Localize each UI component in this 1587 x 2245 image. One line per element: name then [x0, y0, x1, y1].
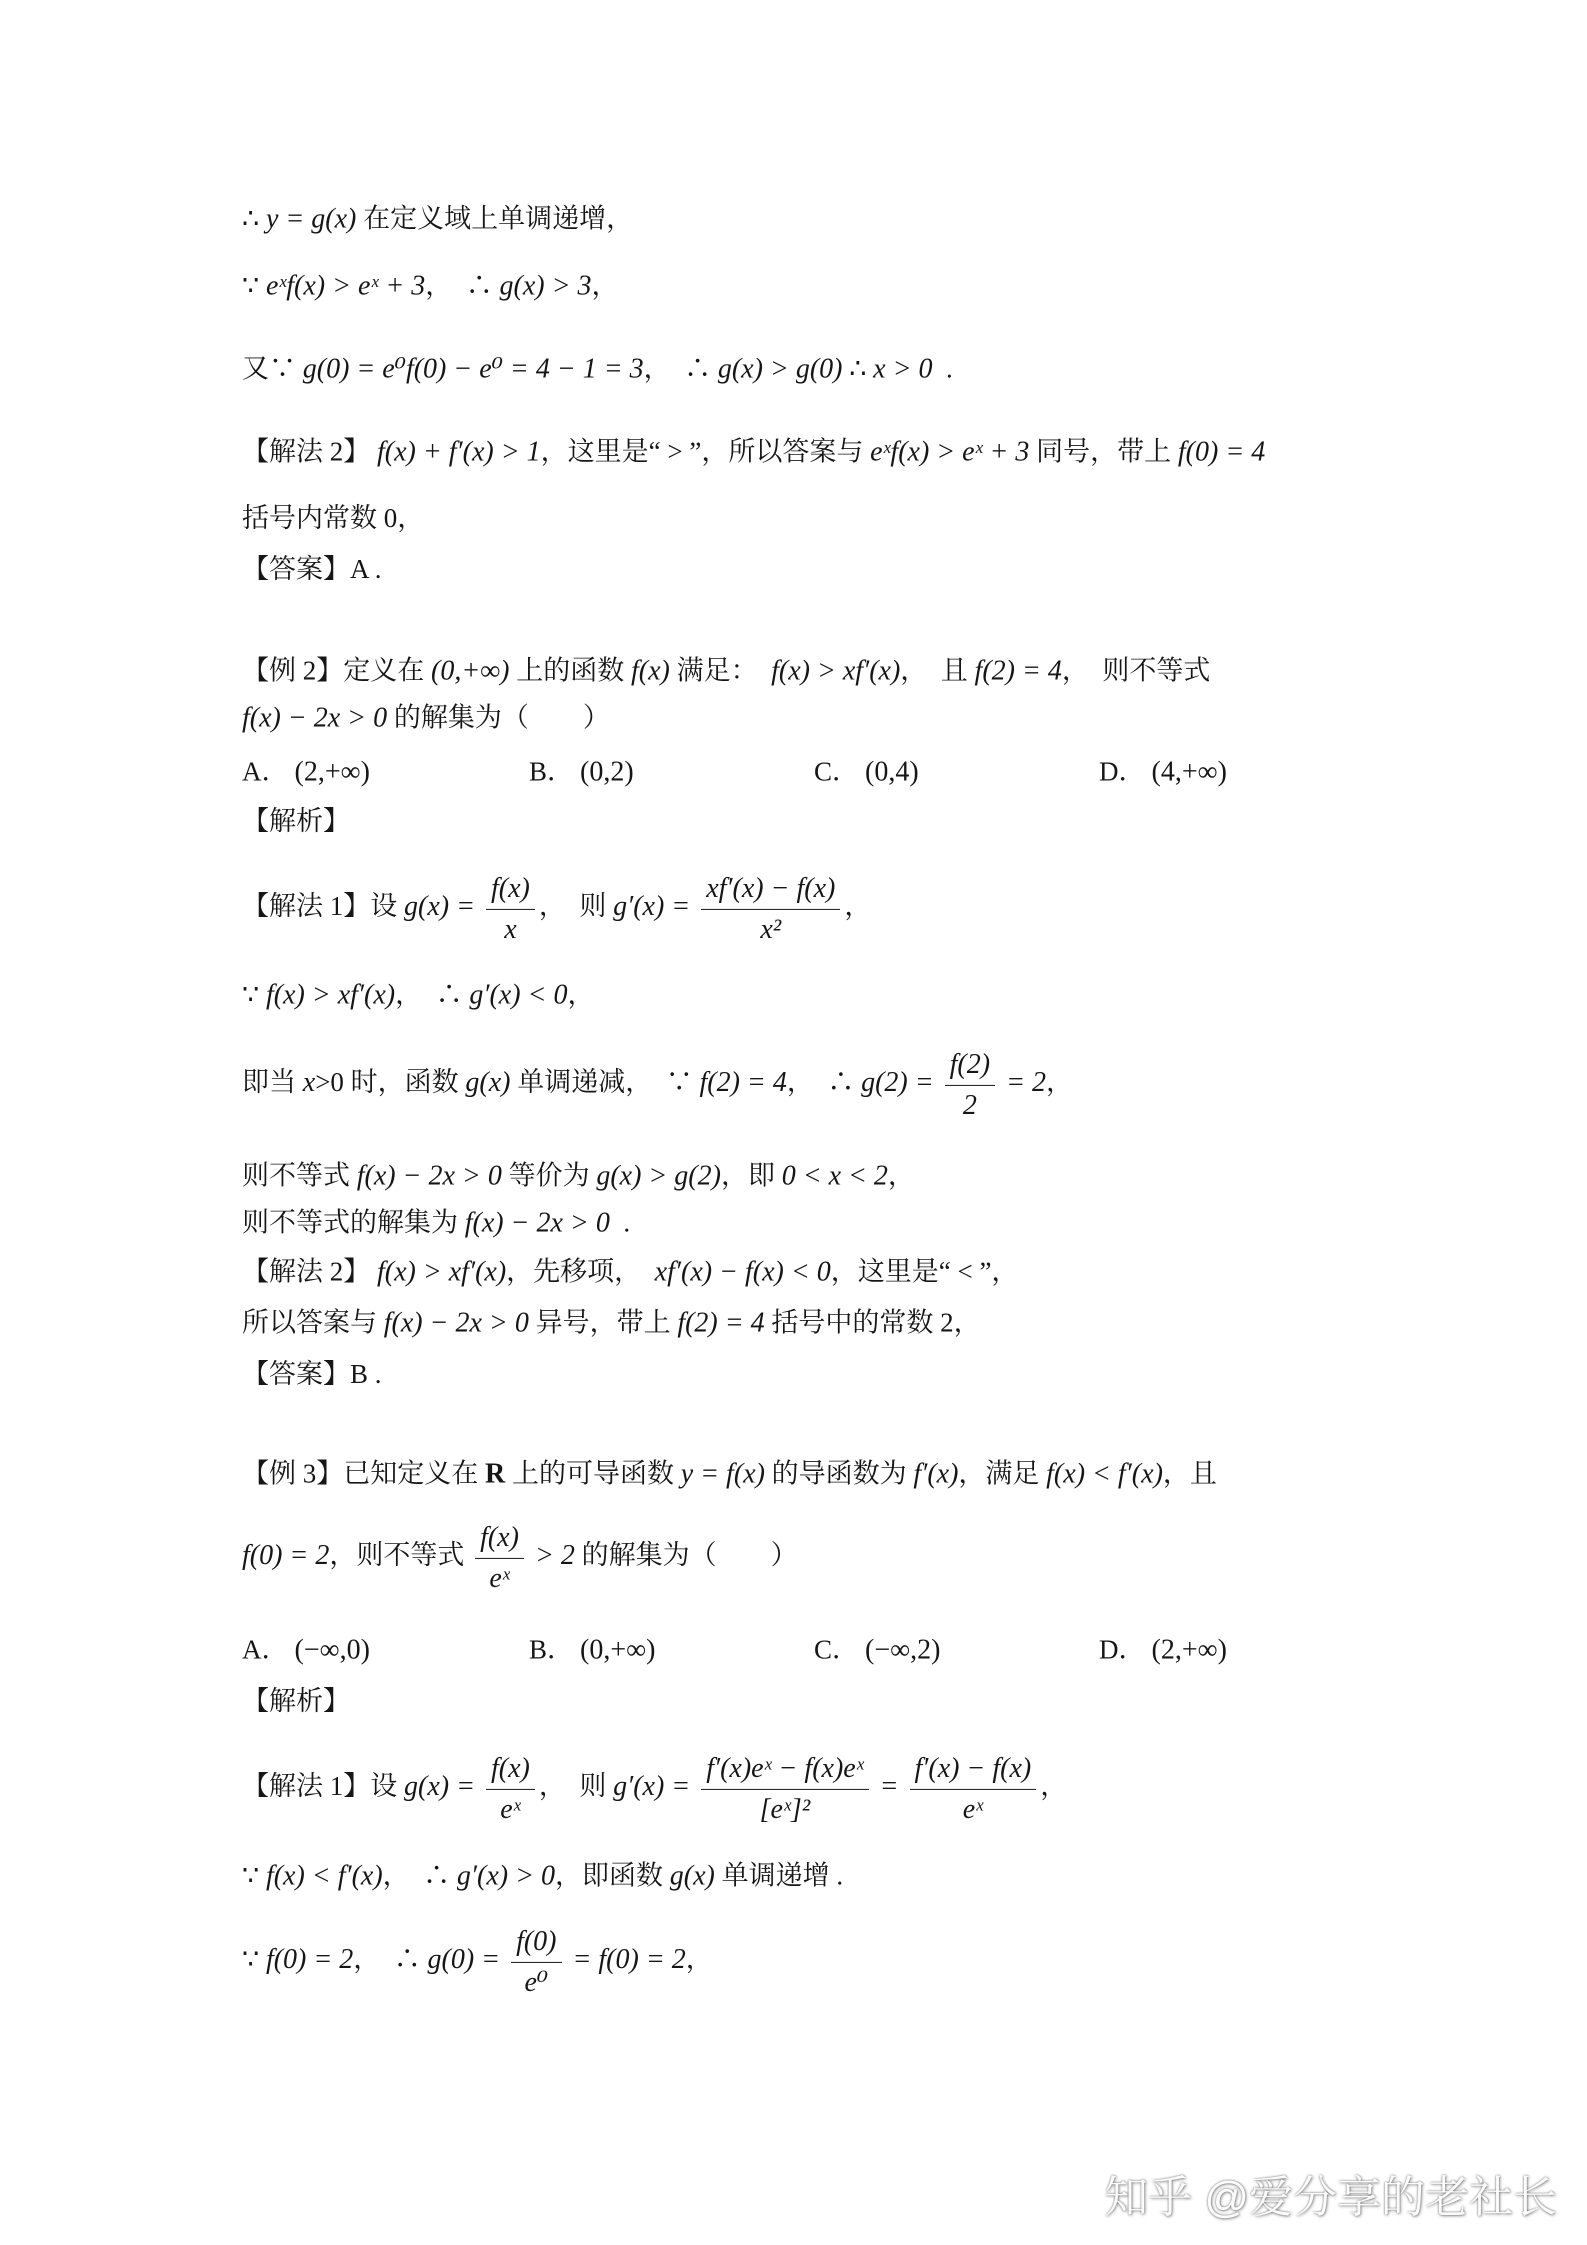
- text-run: 【解析】: [242, 1686, 350, 1717]
- math-expression: f(x) < f′(x): [1046, 1458, 1163, 1490]
- fraction: [511, 1925, 561, 1999]
- math-expression: f(2) = 4: [699, 1067, 787, 1099]
- text-line: [242, 1159, 915, 1194]
- answer-option-c: [814, 755, 919, 790]
- math-expression: g′(x) > 0: [456, 1860, 556, 1892]
- text-run: 单调递减， ∵: [510, 1067, 700, 1098]
- math-expression: xf′(x) − f(x) < 0: [654, 1256, 831, 1288]
- text-run: 括号内常数 0，: [242, 503, 425, 534]
- math-expression: x > 0: [873, 353, 933, 385]
- answer-option-b: [529, 755, 634, 790]
- fraction: [945, 1048, 995, 1122]
- math-expression: f(2) = 4: [974, 655, 1062, 687]
- option-label: A．: [242, 1634, 289, 1665]
- math-expression: f(x) − 2x > 0: [356, 1160, 502, 1192]
- text-run: 【解法 1】设: [242, 1771, 404, 1802]
- math-expression: f(x) + f′(x) > 1: [377, 436, 541, 468]
- option-label: D．: [1099, 756, 1146, 787]
- text-run: ， ∴: [786, 1067, 862, 1098]
- text-line: [242, 1358, 382, 1392]
- math-expression: g(x) =: [404, 1771, 482, 1803]
- math-expression: g(2) =: [861, 1067, 941, 1099]
- text-run: ∵: [242, 1944, 266, 1975]
- math-expression: f(x): [631, 655, 670, 687]
- math-expression: f(0) = 2: [242, 1540, 330, 1572]
- text-run: ，: [685, 1944, 713, 1975]
- text-run: 上的函数: [509, 655, 632, 686]
- answer-option-b: [529, 1633, 655, 1668]
- option-label: C．: [814, 756, 860, 787]
- math-expression: g(0) =: [427, 1944, 508, 1976]
- text-run: ， 且: [900, 655, 975, 686]
- text-run: 即当: [242, 1067, 303, 1098]
- option-value: (0,4): [865, 756, 919, 788]
- text-run: ∵: [242, 270, 266, 301]
- text-run: ， ∴: [353, 1944, 428, 1975]
- text-line: [242, 1925, 713, 1999]
- text-line: [242, 1521, 798, 1595]
- math-expression: f(x) − 2x > 0: [464, 1207, 610, 1239]
- fraction-denominator: [eˣ]²: [759, 1793, 811, 1825]
- text-run: ∴: [242, 203, 266, 234]
- fraction: [701, 1752, 868, 1826]
- text-run: 括号中的常数 2，: [764, 1307, 981, 1338]
- text-line: [242, 269, 618, 304]
- math-expression: g(x) > 3: [499, 270, 592, 302]
- option-value: (2,+∞): [294, 756, 370, 788]
- text-run: ∴: [842, 353, 874, 384]
- text-run: ， 则: [538, 891, 614, 922]
- text-run: ，即函数: [555, 1860, 670, 1891]
- text-run: ，: [591, 270, 619, 301]
- text-run: 【答案】B .: [242, 1359, 382, 1390]
- text-run: .: [609, 1207, 631, 1238]
- fraction: [475, 1521, 524, 1595]
- math-expression: g′(x) < 0: [469, 979, 568, 1011]
- math-expression: g(x) > g(0): [717, 353, 843, 385]
- option-value: (−∞,2): [865, 1634, 941, 1666]
- answer-option-c: [814, 1633, 940, 1668]
- math-expression: f(0) = 4: [1177, 436, 1266, 468]
- math-expression: g(x) > g(2): [596, 1160, 721, 1192]
- fraction-denominator: x: [504, 913, 517, 945]
- text-run: ，: [844, 891, 872, 922]
- fraction-denominator: x²: [760, 913, 782, 945]
- bold-symbol: R: [485, 1458, 506, 1490]
- math-expression: f(x) > xf′(x): [265, 979, 396, 1011]
- math-expression: (0,+∞): [431, 655, 510, 687]
- text-run: ，: [1045, 1067, 1073, 1098]
- text-run: ，先移项，: [506, 1256, 655, 1287]
- math-expression: = f(0) = 2: [565, 1944, 686, 1976]
- fraction-denominator: eˣ: [489, 1562, 510, 1594]
- fraction-numerator: f(x): [475, 1521, 524, 1559]
- text-run: 单调递增 .: [714, 1860, 844, 1891]
- math-expression: =: [872, 1771, 906, 1803]
- answer-option-a: [242, 1633, 370, 1668]
- math-expression: f(x) > xf′(x): [771, 655, 901, 687]
- text-run: ，: [887, 1160, 915, 1191]
- fraction-numerator: f(x): [486, 872, 535, 910]
- math-expression: eˣf(x) > eˣ + 3: [265, 270, 426, 302]
- option-value: (4,+∞): [1151, 756, 1227, 788]
- text-run: 【答案】A .: [242, 554, 382, 585]
- fraction: [701, 872, 840, 946]
- math-expression: y = g(x): [265, 203, 357, 235]
- math-expression: g(x): [669, 1860, 715, 1892]
- text-line: [242, 872, 871, 946]
- text-run: ，且: [1162, 1458, 1217, 1489]
- text-line: [242, 1206, 630, 1241]
- text-line: [242, 805, 350, 839]
- fraction-numerator: f(0): [511, 1925, 561, 1963]
- text-run: ， 则: [538, 1771, 614, 1802]
- text-run: ，这里是“ < ”，: [830, 1256, 1019, 1287]
- answer-option-d: [1099, 1633, 1227, 1668]
- text-run: 等价为: [501, 1160, 597, 1191]
- option-value: (−∞,0): [294, 1634, 370, 1666]
- text-run: ， ∴: [425, 270, 500, 301]
- text-line: [242, 502, 424, 536]
- fraction: [910, 1752, 1037, 1826]
- text-run: ，: [1040, 1771, 1068, 1802]
- fraction-numerator: xf′(x) − f(x): [701, 872, 840, 910]
- math-expression: 0 < x < 2: [781, 1160, 888, 1192]
- text-line: [242, 701, 610, 736]
- text-run: ，即: [720, 1160, 782, 1191]
- math-expression: f(x) − 2x > 0: [383, 1307, 529, 1339]
- option-value: (0,2): [580, 756, 634, 788]
- option-label: B．: [529, 756, 575, 787]
- text-line: [242, 1752, 1067, 1826]
- text-run: ∵: [242, 979, 266, 1010]
- text-run: >0 时，函数: [315, 1067, 466, 1098]
- math-expression: f(2) = 4: [677, 1307, 765, 1339]
- text-run: ，则不等式: [329, 1540, 472, 1571]
- text-run: ，满足: [958, 1458, 1047, 1489]
- math-expression: g(x) =: [404, 891, 482, 923]
- math-expression: = 2: [999, 1067, 1046, 1099]
- option-label: A．: [242, 756, 289, 787]
- fraction-denominator: 2: [962, 1089, 977, 1121]
- text-run: 【解法 2】: [242, 1256, 377, 1287]
- text-line: [242, 1048, 1073, 1122]
- text-run: 又∵: [242, 353, 303, 384]
- text-run: .: [932, 353, 953, 384]
- option-value: (2,+∞): [1151, 1634, 1227, 1666]
- text-line: [242, 1859, 843, 1894]
- option-label: D．: [1099, 1634, 1146, 1665]
- text-run: 则不等式: [242, 1160, 357, 1191]
- math-expression: > 2: [527, 1540, 575, 1572]
- text-run: ， ∴: [382, 1860, 457, 1891]
- text-run: 同号，带上: [1029, 436, 1178, 467]
- answer-option-d: [1099, 755, 1227, 790]
- text-run: 上的可导函数: [505, 1458, 681, 1489]
- text-run: 的解集为（ ）: [387, 702, 610, 733]
- math-expression: g(0) = e⁰f(0) − e⁰ = 4 − 1 = 3: [302, 353, 644, 385]
- text-run: 满足：: [669, 655, 772, 686]
- math-expression: g′(x) =: [613, 1771, 698, 1803]
- fraction-denominator: eˣ: [962, 1793, 984, 1825]
- text-run: 【解法 2】: [242, 436, 377, 467]
- text-line: [242, 352, 953, 387]
- watermark: 知乎 @爱分享的老社长: [1104, 2173, 1557, 2222]
- text-line: [242, 553, 382, 587]
- text-run: 在定义域上单调递增，: [356, 203, 634, 234]
- text-line: [242, 435, 1265, 470]
- text-run: ，这里是“ > ”，所以答案与: [540, 436, 871, 467]
- fraction-numerator: f(x): [486, 1752, 535, 1790]
- text-run: ， ∴: [643, 353, 718, 384]
- text-run: 【解法 1】设: [242, 891, 404, 922]
- fraction-denominator: eˣ: [500, 1793, 521, 1825]
- text-run: 【例 2】定义在: [242, 655, 431, 686]
- math-expression: f(x) > xf′(x): [377, 1256, 507, 1288]
- math-expression: f(0) = 2: [265, 1944, 354, 1976]
- option-value: (0,+∞): [580, 1634, 656, 1666]
- math-expression: y = f(x): [680, 1458, 765, 1490]
- text-run: ， 则不等式: [1061, 655, 1211, 686]
- math-expression: f(x) < f′(x): [265, 1860, 383, 1892]
- text-line: [242, 1306, 981, 1341]
- option-label: C．: [814, 1634, 860, 1665]
- answer-option-a: [242, 755, 370, 790]
- text-run: ，: [567, 979, 595, 1010]
- text-run: 【例 3】已知定义在: [242, 1458, 485, 1489]
- math-expression: eˣf(x) > eˣ + 3: [870, 436, 1030, 468]
- math-expression: x: [302, 1067, 316, 1099]
- text-run: 则不等式的解集为: [242, 1207, 465, 1238]
- text-run: 【解析】: [242, 806, 350, 837]
- math-expression: g(x): [465, 1067, 511, 1099]
- fraction: [486, 872, 535, 946]
- text-run: ∵: [242, 1860, 266, 1891]
- text-run: 的解集为（ ）: [574, 1540, 798, 1571]
- text-run: 所以答案与: [242, 1307, 384, 1338]
- fraction: [486, 1752, 535, 1826]
- math-expression: f′(x): [913, 1458, 959, 1490]
- text-line: [242, 1457, 1217, 1492]
- text-line: [242, 202, 633, 237]
- math-expression: f(x) − 2x > 0: [242, 702, 388, 734]
- text-line: [242, 654, 1210, 689]
- fraction-numerator: f′(x) − f(x): [910, 1752, 1037, 1790]
- option-label: B．: [529, 1634, 575, 1665]
- fraction-numerator: f′(x)eˣ − f(x)eˣ: [701, 1752, 868, 1790]
- math-expression: g′(x) =: [613, 891, 698, 923]
- text-line: [242, 1255, 1018, 1290]
- text-run: 的导函数为: [764, 1458, 914, 1489]
- text-run: ， ∴: [395, 979, 470, 1010]
- fraction-numerator: f(2): [945, 1048, 995, 1086]
- fraction-denominator: e⁰: [524, 1966, 549, 1998]
- text-run: 异号，带上: [528, 1307, 678, 1338]
- text-line: [242, 978, 594, 1013]
- text-line: [242, 1685, 350, 1719]
